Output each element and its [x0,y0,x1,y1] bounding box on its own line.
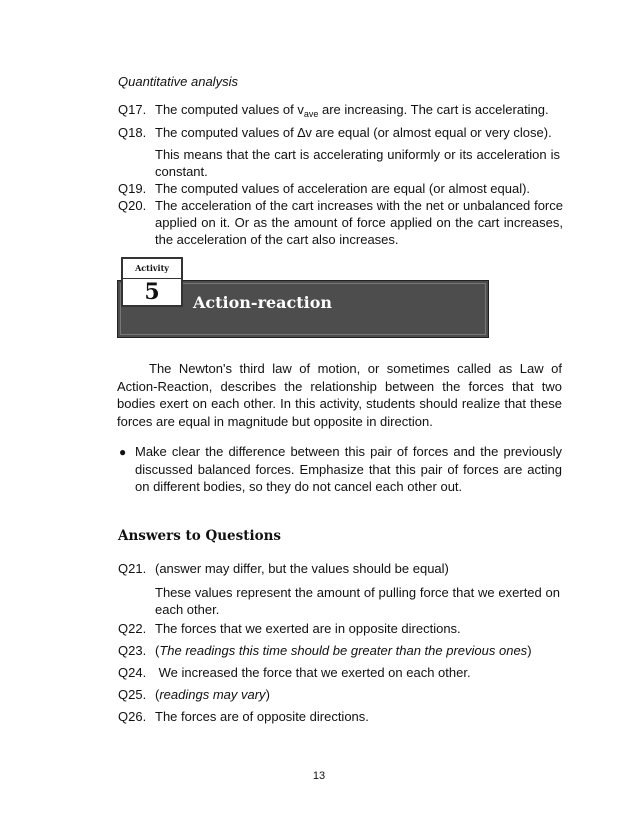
bullet-text: Make clear the difference between this pair of forces and the previously discussed balanced forces. Emphasize that this pair of forces are acting on different bodies, so they do not cancel each other out. [135,444,562,494]
question-row-q20 [118,197,563,257]
answers-heading: Answers to Questions [118,528,282,544]
answer-note: These values represent the amount of pulling force that we exerted on each other. [155,585,560,617]
question-number: Q22. [118,621,147,636]
answer-text [155,642,563,659]
subscript: ave [303,109,319,119]
answer-text: We increased the force that we exerted on each other. [155,665,471,680]
question-number: Q18. [118,125,147,140]
paren: ) [527,643,532,658]
paren: ) [265,687,270,702]
page-number: 13 [312,770,326,782]
question-number: Q20. [118,198,147,213]
question-number: Q23. [118,643,147,658]
answer-text: (answer may differ, but the values should be equal) [155,561,449,576]
answer-text: The computed values of acceleration are equal (or almost equal). [155,181,531,196]
answer-text: The acceleration of the cart increases with the net or unbalanced force applied on it. Or as the amount of force applied on the cart increases, the acceleration of the cart also increases. [155,198,563,247]
answer-text [155,686,563,703]
answer-italic: readings may vary [159,687,266,702]
answer-note: This means that the cart is accelerating uniformly or its acceleration is constant. [155,147,560,179]
answer-italic: The readings this time should be greater than the previous ones [159,643,528,658]
answer-text [155,101,563,118]
intro-paragraph: The Newton's third law of motion, or sometimes called as Law of Action-Reaction, describes the relationship between the forces that two bodies exert on each other. In this activity, students should realize that these forces are equal in magnitude but opposite in direction. [117,361,562,429]
question-number: Q19. [118,181,147,196]
answer-text: The forces are of opposite directions. [155,709,369,724]
question-number: Q17. [118,102,147,117]
paren: ( [155,687,160,702]
section-label: Quantitative analysis [118,74,238,89]
question-number: Q24. [118,665,147,680]
activity-title: Action-reaction [193,293,333,312]
activity-number: 5 [144,279,160,305]
activity-number-tag [121,257,183,307]
question-number: Q26. [118,709,147,724]
answer-text: The forces that we exerted are in opposite directions. [155,621,461,636]
answer-text-part: The computed values of v [155,102,304,117]
answer-text: The computed values of ∆v are equal (or almost equal or very close). [155,125,552,140]
paren: ( [155,643,160,658]
activity-tag-label: Activity [135,263,169,273]
answer-text-part: are increasing. The cart is accelerating. [318,102,549,117]
bullet-marker: ● [119,445,127,459]
question-number: Q21. [118,561,147,576]
question-number: Q25. [118,687,147,702]
